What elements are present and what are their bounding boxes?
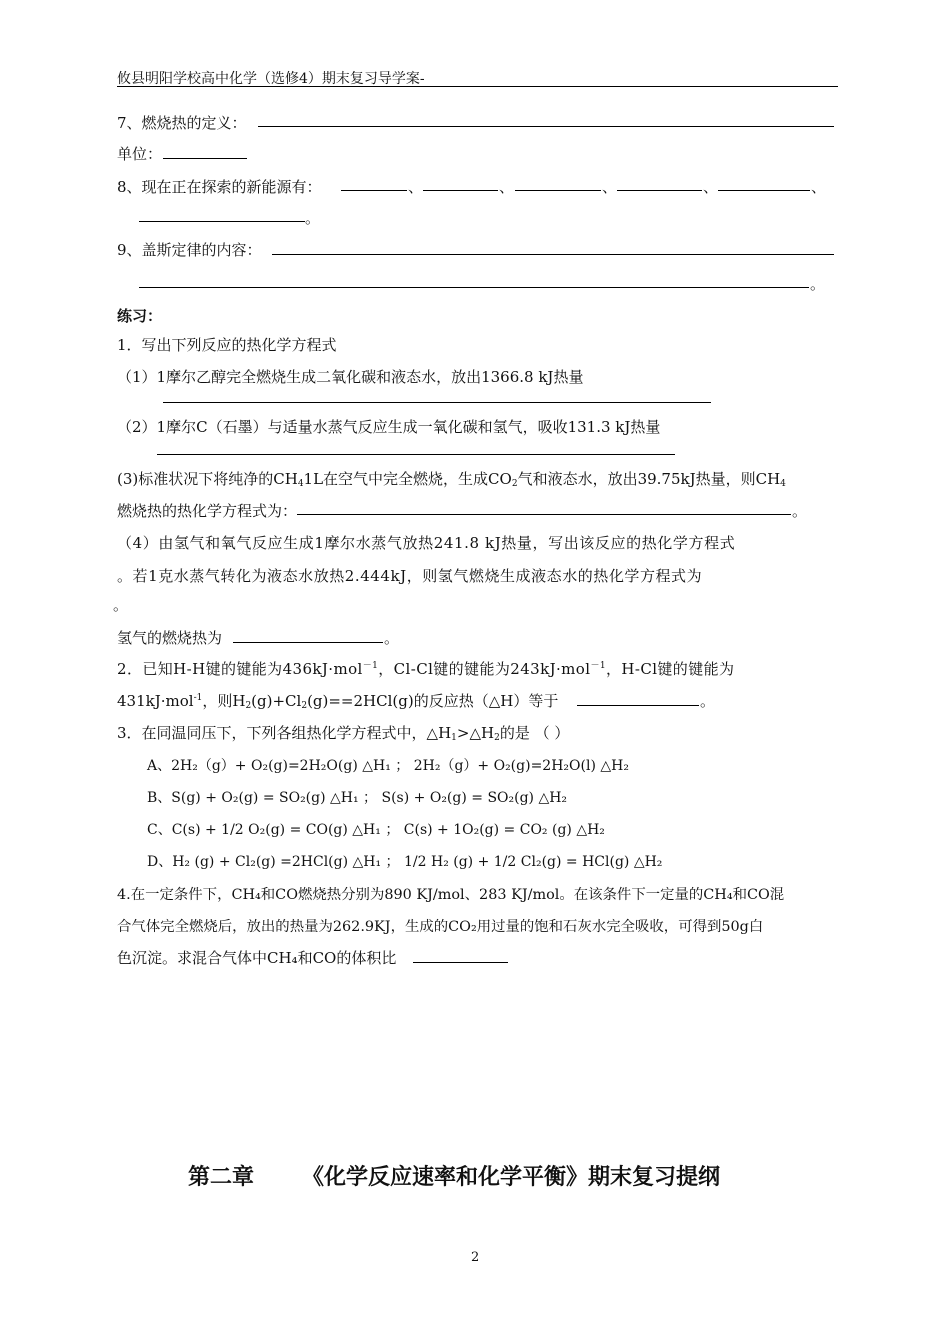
p2-text: ，Cl-Cl键的键能为243kJ·mol <box>378 660 591 678</box>
option-a: A、2H₂（g）+ O₂(g)=2H₂O(g) △H₁ ； 2H₂（g）+ O₂(g)=2H₂O(l) △H₂ <box>147 758 629 774</box>
p4-blank[interactable] <box>413 962 508 963</box>
p2-text: (g)+Cl <box>251 692 302 710</box>
q9-blank-2[interactable] <box>139 287 809 288</box>
q8-blank-1[interactable] <box>341 190 407 191</box>
p1-3-text: 1L在空气中完全燃烧，生成CO <box>303 470 512 488</box>
q7-label: 7、燃烧热的定义： <box>117 114 247 132</box>
p1-2-blank[interactable] <box>157 454 675 455</box>
p1-2-text: （2）1摩尔C（石墨）与适量水蒸气反应生成一氧化碳和氢气，吸收131.3 kJ热量 <box>117 418 661 436</box>
p2-line2: 431kJ·mol$^{-1}$，则$H_2(g)+Cl_2(g)==2HCl(g)$的反应热（△H）等于 <box>117 692 559 711</box>
q8-blank-2[interactable] <box>423 190 498 191</box>
q8-blank-5[interactable] <box>718 190 810 191</box>
p2-text: 2．已知H-H键的键能为436kJ·mol <box>117 660 363 678</box>
p3-text: 3．在同温同压下，下列各组热化学方程式中，$\triangle H_1>\triangle H_2$的是 （ ） <box>117 724 570 743</box>
q8-blank-3[interactable] <box>515 190 601 191</box>
p1-4-line2: 。若1克水蒸气转化为液态水放热2.444kJ，则氢气燃烧生成液态水的热化学方程式为 <box>117 567 703 585</box>
p1-3-line1: (3)标准状况下将纯净的$CH_41L$在空气中完全燃烧，生成$CO_2$气和液态水，放出39.75kJ热量，则$CH_4$ <box>117 470 786 489</box>
h2-heat-end: 。 <box>384 629 400 647</box>
p3-text: 3．在同温同压下，下列各组热化学方程式中，△H <box>117 724 452 742</box>
p3-text: 的是 （ ） <box>499 724 570 742</box>
h2-heat-blank[interactable] <box>233 642 383 643</box>
q9-label: 9、盖斯定律的内容： <box>117 241 262 259</box>
unit-blank[interactable] <box>163 158 247 159</box>
p4-line1: 4.在一定条件下，CH₄和CO燃烧热分别为890 KJ/mol、283 KJ/mol。在该条件下一定量的CH₄和CO混 <box>117 887 785 903</box>
q7-blank[interactable] <box>258 126 834 127</box>
option-c: C、C(s) + 1/2 O₂(g) = CO(g) △H₁ ； C(s) + 1O₂(g) = CO₂ (g) △H₂ <box>147 822 605 838</box>
q8-end: 。 <box>305 209 321 227</box>
p1-1-blank[interactable] <box>163 402 711 403</box>
q8-sep: 、 <box>811 178 827 196</box>
header-rule <box>117 86 838 87</box>
q8-label: 8、现在正在探索的新能源有： <box>117 178 322 196</box>
p4-line2: 合气体完全燃烧后，放出的热量为262.9KJ，生成的CO₂用过量的饱和石灰水完全吸收，可得到50g白 <box>117 919 764 935</box>
unit-label: 单位： <box>117 145 163 163</box>
p1-3-end: 。 <box>792 502 808 520</box>
q9-end: 。 <box>810 275 826 293</box>
p1-3-text: (3)标准状况下将纯净的CH <box>117 470 298 488</box>
p2-blank[interactable] <box>577 705 699 706</box>
chapter-title: 《化学反应速率和化学平衡》期末复习提纲 <box>302 1165 721 1190</box>
p1-3-line2: 燃烧热的热化学方程式为： <box>117 502 298 520</box>
p4-line3: 色沉淀。求混合气体中CH₄和CO的体积比 <box>117 949 397 967</box>
p1-4-line3: 。 <box>113 596 129 614</box>
h2-heat-label: 氢气的燃烧热为 <box>117 629 223 647</box>
p2-text: (g)==2HCl(g)的反应热（△H）等于 <box>307 692 559 710</box>
p2-text: ，则H <box>202 692 246 710</box>
chapter-label: 第二章 <box>188 1165 255 1190</box>
p1-text: 1．写出下列反应的热化学方程式 <box>117 336 337 354</box>
p2-text: 431kJ·mol <box>117 692 194 710</box>
p2-line1: 2．已知H-H键的键能为436kJ·mol$^{-1}$，Cl-Cl键的键能为243kJ·mol$^{-1}$，H-Cl键的键能为 <box>117 660 735 678</box>
q8-sep: 、 <box>703 178 719 196</box>
option-d: D、H₂ (g) + Cl₂(g) =2HCl(g) △H₁ ； 1/2 H₂ (g) + 1/2 Cl₂(g) = HCl(g) △H₂ <box>147 854 663 870</box>
q9-blank-1[interactable] <box>272 254 834 255</box>
p3-text: >△H <box>456 724 495 742</box>
p1-1-text: （1）1摩尔乙醇完全燃烧生成二氧化碳和液态水，放出1366.8 kJ热量 <box>117 368 584 386</box>
p2-text: ，H-Cl键的键能为 <box>605 660 735 678</box>
q8-sep: 、 <box>408 178 424 196</box>
page-header: 攸县明阳学校高中化学（选修4）期末复习导学案- <box>117 71 425 87</box>
p2-end: 。 <box>700 692 716 710</box>
q8-sep: 、 <box>499 178 515 196</box>
p1-3-text: 气和液态水，放出39.75kJ热量，则CH <box>517 470 781 488</box>
option-b: B、S(g) + O₂(g) = SO₂(g) △H₁ ； S(s) + O₂(g) = SO₂(g) △H₂ <box>147 790 568 806</box>
q8-blank-4[interactable] <box>617 190 702 191</box>
practice-heading: 练习： <box>117 307 163 325</box>
page-number: 2 <box>471 1250 480 1265</box>
q8-blank-6[interactable] <box>139 221 305 222</box>
p1-4-line1: （4）由氢气和氧气反应生成1摩尔水蒸气放热241.8 kJ热量，写出该反应的热化学方程式 <box>117 534 736 552</box>
q8-sep: 、 <box>602 178 618 196</box>
p1-3-blank[interactable] <box>297 514 791 515</box>
